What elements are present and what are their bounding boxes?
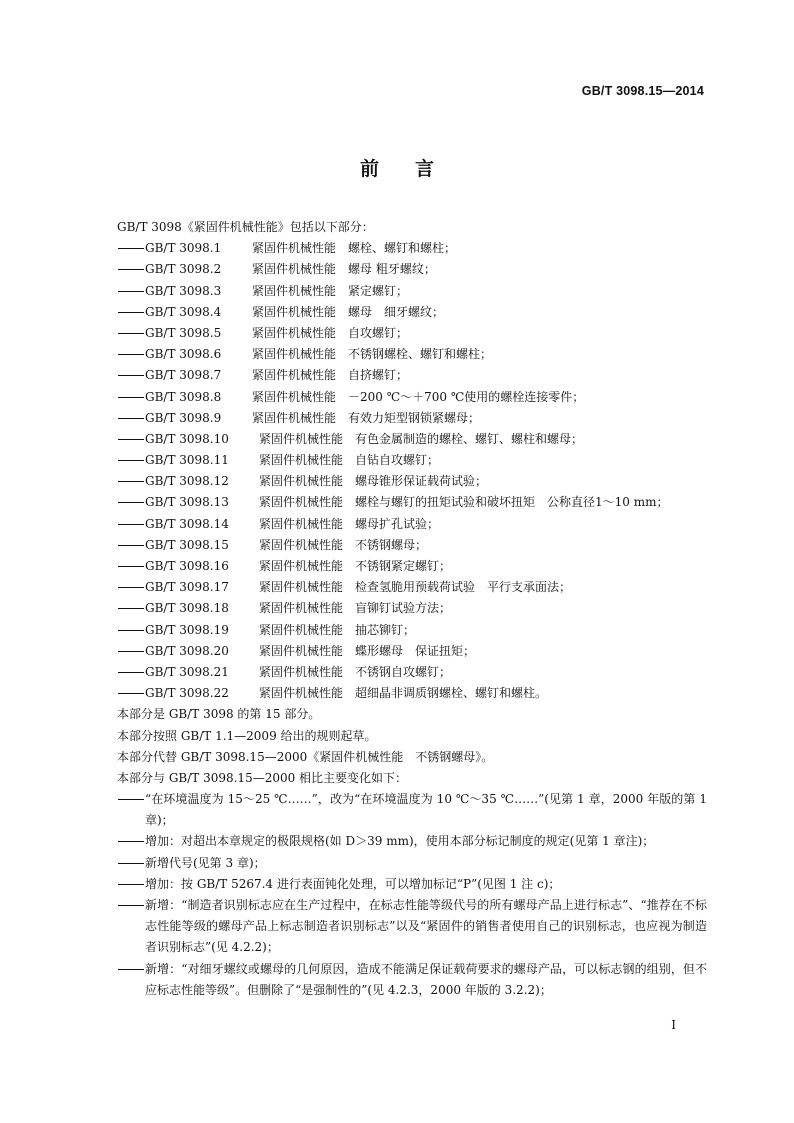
change-item	[117, 959, 707, 1001]
part-spacer	[336, 323, 348, 344]
statement-line: 本部分是 GB/T 3098 的第 15 部分。	[117, 707, 321, 722]
change-item	[117, 831, 707, 852]
part-code: GB/T 3098.21	[145, 664, 229, 679]
parts-list	[117, 238, 707, 704]
part-subject: 自攻螺钉；	[348, 325, 409, 340]
standard-code-header: GB/T 3098.15—2014	[581, 84, 704, 98]
part-code: GB/T 3098.12	[145, 474, 229, 489]
part-name: 紧固件机械性能	[259, 559, 344, 573]
em-dash-bullet	[117, 238, 145, 259]
em-dash-bullet	[117, 365, 145, 386]
part-code: GB/T 3098.18	[145, 601, 229, 616]
part-spacer	[343, 598, 355, 619]
part-code: GB/T 3098.9	[145, 410, 222, 425]
em-dash-bullet	[117, 259, 145, 280]
part-list-item	[117, 471, 707, 492]
statement-line: 本部分按照 GB/T 1.1—2009 给出的规则起草。	[117, 728, 377, 743]
part-list-item	[117, 577, 707, 598]
foreword-body	[117, 217, 707, 1001]
part-name: 紧固件机械性能	[259, 537, 344, 552]
part-subject: 螺栓、螺钉和螺柱；	[348, 241, 457, 256]
part-spacer	[343, 620, 355, 641]
part-list-item	[117, 302, 707, 323]
part-list-item	[117, 683, 707, 704]
em-dash-bullet	[117, 598, 145, 619]
em-dash-bullet	[117, 874, 145, 895]
page-title: 前言	[359, 158, 470, 180]
em-dash-bullet	[117, 387, 145, 408]
change-item	[117, 853, 707, 874]
part-subject: 螺栓与螺钉的扭矩试验和破坏扭矩 公称直径1～10 mm；	[355, 495, 669, 510]
intro-line: GB/T 3098《紧固件机械性能》包括以下部分：	[117, 220, 374, 234]
em-dash-bullet	[117, 641, 145, 662]
em-dash-bullet	[117, 853, 145, 874]
part-code: GB/T 3098.13	[145, 495, 229, 510]
part-code: GB/T 3098.19	[145, 622, 229, 637]
part-subject: 蝶形螺母 保证扭矩；	[355, 643, 476, 658]
part-spacer	[343, 577, 355, 598]
part-name: 紧固件机械性能	[259, 495, 344, 510]
em-dash-bullet	[117, 344, 145, 365]
part-subject: 有色金属制造的螺栓、螺钉、螺柱和螺母；	[355, 431, 584, 446]
em-dash-bullet	[117, 959, 145, 1001]
part-list-item	[117, 408, 707, 429]
part-subject: 检查氢脆用预载荷试验 平行支承面法；	[355, 580, 572, 595]
part-subject: 盲铆钉试验方法；	[355, 601, 452, 616]
em-dash-bullet	[117, 683, 145, 704]
part-name: 紧固件机械性能	[259, 622, 344, 637]
em-dash-bullet	[117, 662, 145, 683]
part-list-item	[117, 535, 707, 556]
part-spacer	[343, 492, 355, 513]
em-dash-bullet	[117, 302, 145, 323]
em-dash-bullet	[117, 408, 145, 429]
em-dash-bullet	[117, 620, 145, 641]
part-code: GB/T 3098.3	[145, 283, 222, 298]
part-spacer	[343, 429, 355, 450]
part-spacer	[336, 302, 348, 323]
statements	[117, 704, 707, 789]
part-subject: 不锈钢螺母；	[355, 537, 428, 552]
part-spacer	[336, 408, 348, 429]
part-name: 紧固件机械性能	[252, 389, 337, 404]
part-code: GB/T 3098.4	[145, 304, 222, 319]
part-code: GB/T 3098.16	[145, 559, 229, 573]
part-name: 紧固件机械性能	[252, 325, 337, 340]
part-name: 紧固件机械性能	[259, 516, 344, 531]
part-list-item	[117, 514, 707, 535]
em-dash-bullet	[117, 281, 145, 302]
part-code: GB/T 3098.22	[145, 686, 229, 701]
part-subject: 紧定螺钉；	[348, 283, 409, 298]
part-subject: 超细晶非调质钢螺栓、螺钉和螺柱。	[355, 686, 548, 701]
part-list-item	[117, 429, 707, 450]
em-dash-bullet	[117, 895, 145, 959]
part-subject: 不锈钢螺栓、螺钉和螺柱；	[348, 347, 493, 362]
part-subject: 有效力矩型钢锁紧螺母；	[348, 410, 481, 425]
part-name: 紧固件机械性能	[259, 686, 344, 701]
part-name: 紧固件机械性能	[259, 664, 344, 679]
part-subject: 螺母 粗牙螺纹；	[348, 262, 436, 277]
part-spacer	[336, 387, 348, 408]
em-dash-bullet	[117, 323, 145, 344]
part-list-item	[117, 281, 707, 302]
part-name: 紧固件机械性能	[259, 431, 344, 446]
change-item	[117, 895, 707, 959]
part-name: 紧固件机械性能	[259, 643, 344, 658]
part-list-item	[117, 259, 707, 280]
part-subject: 螺母扩孔试验；	[355, 516, 440, 531]
em-dash-bullet	[117, 789, 145, 831]
part-spacer	[343, 514, 355, 535]
em-dash-bullet	[117, 471, 145, 492]
part-spacer	[343, 556, 355, 577]
part-code: GB/T 3098.5	[145, 325, 222, 340]
part-name: 紧固件机械性能	[259, 601, 344, 616]
change-text: 新增：“对细牙螺纹或螺母的几何原因，造成不能满足保证载荷要求的螺母产品，可以标志钢的组别，但不应标志性能等级”。但删除了“是强制性的”(见 4.2.3，2000 年版的 3.2.2)；	[145, 961, 707, 997]
part-list-item	[117, 387, 707, 408]
part-code: GB/T 3098.1	[145, 241, 222, 256]
part-code: GB/T 3098.8	[145, 389, 222, 404]
part-code: GB/T 3098.14	[145, 516, 229, 531]
part-subject: 螺母 细牙螺纹；	[348, 304, 445, 319]
part-spacer	[343, 662, 355, 683]
change-text: 新增代号(见第 3 章)；	[145, 855, 266, 870]
part-subject: 自钻自攻螺钉；	[355, 453, 440, 468]
part-name: 紧固件机械性能	[252, 283, 337, 298]
part-spacer	[343, 641, 355, 662]
part-code: GB/T 3098.7	[145, 368, 222, 383]
em-dash-bullet	[117, 831, 145, 852]
part-code: GB/T 3098.15	[145, 537, 229, 552]
part-spacer	[336, 259, 348, 280]
part-list-item	[117, 323, 707, 344]
part-name: 紧固件机械性能	[259, 453, 344, 468]
part-subject: 不锈钢紧定螺钉；	[355, 559, 452, 573]
part-list-item	[117, 238, 707, 259]
part-code: GB/T 3098.20	[145, 643, 229, 658]
em-dash-bullet	[117, 556, 145, 577]
part-name: 紧固件机械性能	[252, 304, 337, 319]
part-list-item	[117, 598, 707, 619]
part-list-item	[117, 641, 707, 662]
part-subject: 抽芯铆钉；	[355, 622, 416, 637]
em-dash-bullet	[117, 492, 145, 513]
part-list-item	[117, 344, 707, 365]
part-subject: 自挤螺钉；	[348, 368, 409, 383]
part-name: 紧固件机械性能	[252, 347, 337, 362]
part-code: GB/T 3098.17	[145, 580, 229, 595]
part-list-item	[117, 365, 707, 386]
part-name: 紧固件机械性能	[252, 241, 337, 256]
part-spacer	[343, 535, 355, 556]
part-code: GB/T 3098.10	[145, 431, 229, 446]
part-list-item	[117, 492, 707, 513]
part-subject: 螺母锥形保证载荷试验；	[355, 474, 488, 489]
em-dash-bullet	[117, 429, 145, 450]
statement-line: 本部分与 GB/T 3098.15—2000 相比主要变化如下：	[117, 770, 408, 785]
part-list-item	[117, 662, 707, 683]
em-dash-bullet	[117, 577, 145, 598]
em-dash-bullet	[117, 514, 145, 535]
change-text: 新增：“制造者识别标志应在生产过程中，在标志性能等级代号的所有螺母产品上进行标志”、“推荐在不标志性能等级的螺母产品上标志制造者识别标志”以及“紧固件的销售者使用自己的识别标志，也应视为制造者识别标志”(见 4.2.2)；	[145, 898, 707, 955]
part-code: GB/T 3098.2	[145, 262, 222, 277]
part-name: 紧固件机械性能	[252, 262, 337, 277]
em-dash-bullet	[117, 535, 145, 556]
part-list-item	[117, 450, 707, 471]
changes-list	[117, 789, 707, 1001]
part-spacer	[336, 365, 348, 386]
part-code: GB/T 3098.6	[145, 347, 222, 362]
change-text: 增加：按 GB/T 5267.4 进行表面钝化处理，可以增加标记“P”(见图 1 注 c)；	[145, 876, 561, 891]
change-item	[117, 789, 707, 831]
part-name: 紧固件机械性能	[259, 474, 344, 489]
page-number: I	[671, 1018, 676, 1032]
part-list-item	[117, 556, 707, 577]
part-list-item	[117, 620, 707, 641]
statement-line: 本部分代替 GB/T 3098.15—2000《紧固件机械性能 不锈钢螺母》。	[117, 749, 494, 764]
part-spacer	[336, 344, 348, 365]
change-text: 增加：对超出本章规定的极限规格(如 D＞39 mm)，使用本部分标记制度的规定(见第 1 章注)；	[145, 834, 655, 849]
part-spacer	[343, 450, 355, 471]
part-subject: －200 ℃～＋700 ℃使用的螺栓连接零件；	[348, 389, 585, 404]
part-code: GB/T 3098.11	[145, 453, 229, 468]
part-name: 紧固件机械性能	[259, 580, 344, 595]
change-text: “在环境温度为 15～25 ℃……”，改为“在环境温度为 10 ℃～35 ℃……”(见第 1 章，2000 年版的第 1 章)；	[145, 792, 707, 828]
part-spacer	[336, 281, 348, 302]
part-name: 紧固件机械性能	[252, 368, 337, 383]
part-spacer	[343, 471, 355, 492]
change-item	[117, 874, 707, 895]
part-spacer	[336, 238, 348, 259]
part-spacer	[343, 683, 355, 704]
part-subject: 不锈钢自攻螺钉；	[355, 664, 452, 679]
part-name: 紧固件机械性能	[252, 410, 337, 425]
em-dash-bullet	[117, 450, 145, 471]
